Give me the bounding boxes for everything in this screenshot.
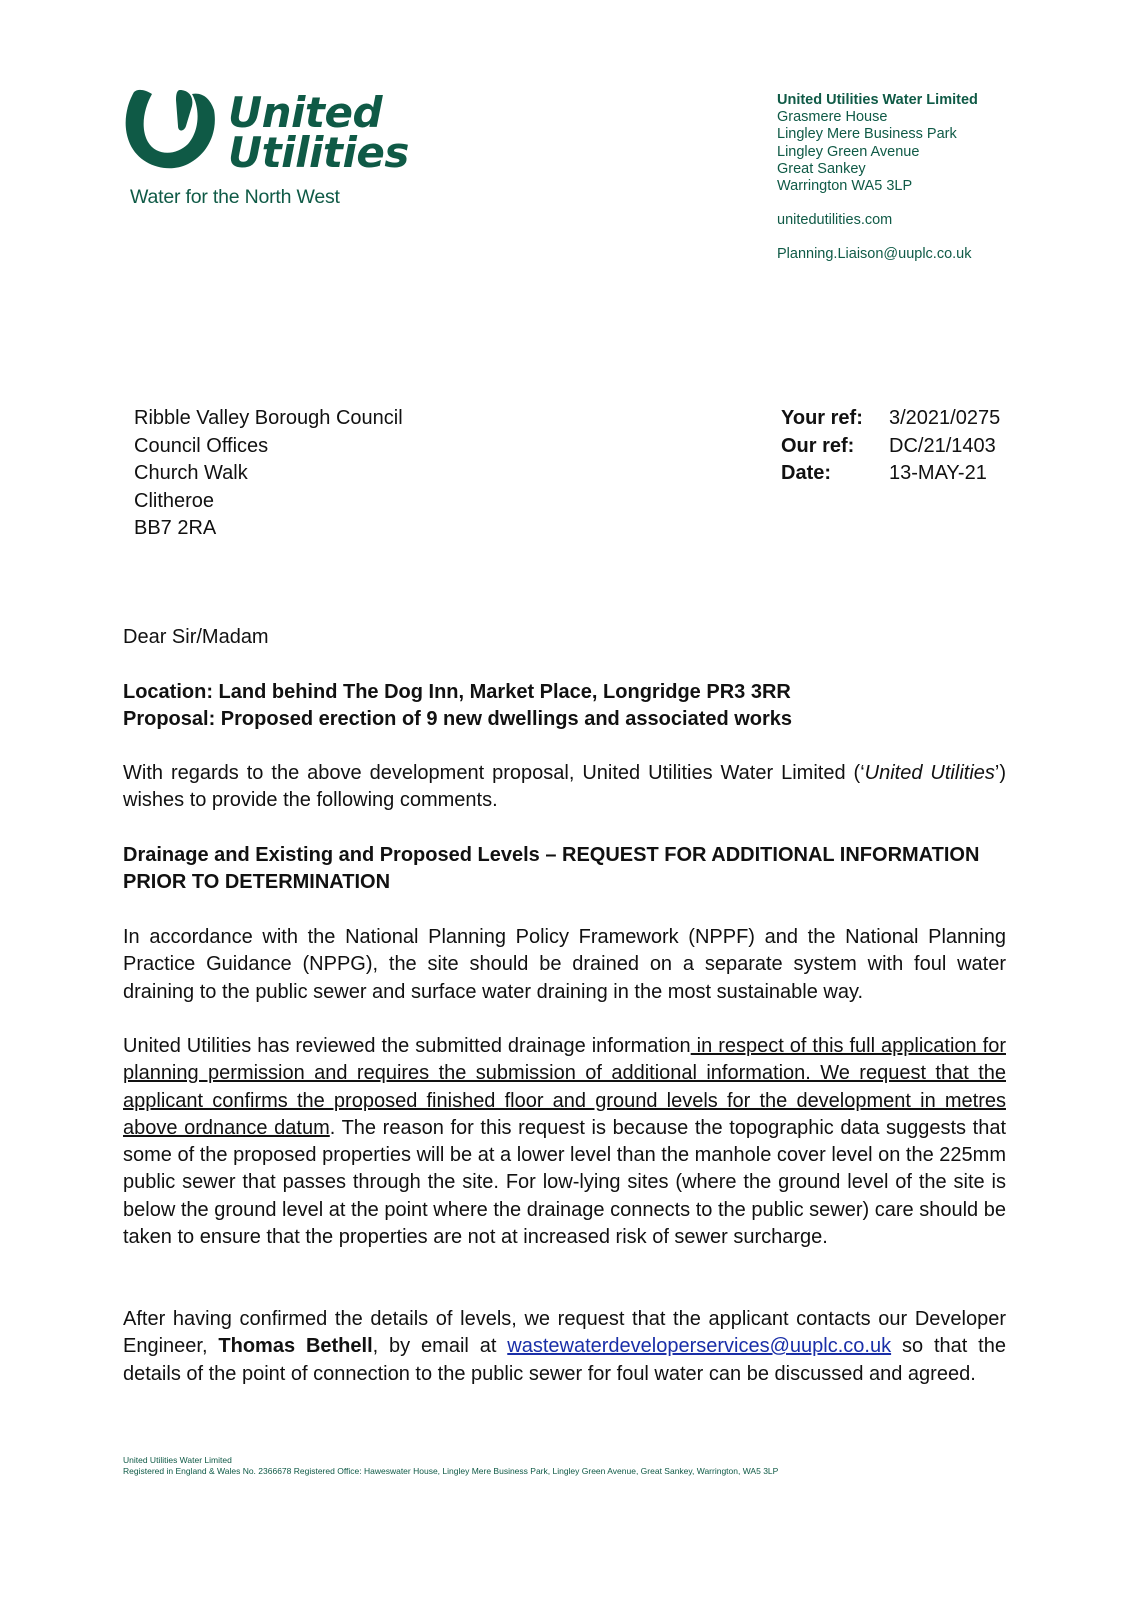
paragraph-2-text: United Utilities has reviewed the submitted drainage information bbox=[123, 1035, 691, 1057]
recipient-address bbox=[134, 405, 403, 543]
intro-paragraph bbox=[123, 760, 1006, 815]
sender-address-line: Warrington WA5 3LP bbox=[777, 178, 913, 195]
paragraph-3-text-end: so that the details of the point of connection to the public sewer for foul water can be discussed and agreed. bbox=[123, 1335, 1006, 1385]
our-ref-row bbox=[781, 433, 1000, 461]
developer-services-email-link[interactable]: wastewaterdeveloperservices@uuplc.co.uk bbox=[507, 1335, 892, 1358]
intro-text: With regards to the above development proposal, United Utilities Water Limited (‘ bbox=[123, 762, 865, 784]
ref-value: 13-MAY-21 bbox=[889, 462, 987, 485]
paragraph-2-underlined: in respect of this full application for planning permission and requires the submission of additional information. We request that the applicant confirms the proposed finished floor and ground levels for the development in metres above ordnance datum bbox=[123, 1035, 1006, 1139]
sender-website[interactable]: unitedutilities.com bbox=[777, 212, 893, 229]
water-drop-logo-icon bbox=[122, 86, 222, 176]
drainage-heading: Drainage and Existing and Proposed Levels – REQUEST FOR ADDITIONAL INFORMATION PRIOR TO DETERMINATION bbox=[123, 844, 980, 894]
ref-label: Our ref: bbox=[781, 434, 855, 457]
paragraph-2 bbox=[123, 1033, 1006, 1251]
sender-address-line: Great Sankey bbox=[777, 160, 866, 177]
sender-address-line: Lingley Green Avenue bbox=[777, 143, 920, 160]
sender-address-line: Lingley Mere Business Park bbox=[777, 126, 957, 143]
paragraph-2-text-end: . The reason for this request is because the topographic data suggests that some of the proposed properties will be at a lower level than the manhole cover level on the 225mm public sewer that passes through the site. For low-lying sites (where the ground level of the site is below the ground level at the point where the drainage connects to the public sewer) care should be taken to ensure that the properties are not at increased risk of sewer surcharge. bbox=[123, 1116, 1006, 1249]
sender-company: United Utilities Water Limited bbox=[777, 92, 978, 108]
intro-italic-text: United Utilities bbox=[864, 762, 995, 784]
engineer-name: Thomas Bethell bbox=[218, 1335, 373, 1358]
footer-registration: Registered in England & Wales No. 2366678 Registered Office: Haweswater House, Lingley Mere Business Park, Lingley Green Avenue, Great Sankey, Warrington, WA5 3LP bbox=[123, 1466, 779, 1476]
subject-block bbox=[123, 679, 1006, 734]
logo-word-utilities: Utilities bbox=[228, 128, 409, 177]
sender-email[interactable]: Planning.Liaison@uuplc.co.uk bbox=[777, 246, 972, 263]
sender-address-line: Grasmere House bbox=[777, 109, 888, 126]
salutation: Dear Sir/Madam bbox=[123, 626, 269, 648]
ref-value: 3/2021/0275 bbox=[889, 407, 1001, 429]
paragraph-3-text-mid: , by email at bbox=[372, 1335, 508, 1358]
paragraph-1-text: In accordance with the National Planning Policy Framework (NPPF) and the National Planning Practice Guidance (NPPG), the site should be drained on a separate system with foul water draining to the public sewer and surface water draining in the most sustainable way. bbox=[123, 926, 1006, 1003]
paragraph-1 bbox=[123, 924, 1006, 1006]
recipient-line: Council Offices bbox=[134, 434, 269, 457]
date-row bbox=[781, 460, 1000, 488]
logo-tagline: Water for the North West bbox=[130, 186, 340, 208]
intro-text-end: ’) wishes to provide the following comments. bbox=[123, 762, 1006, 812]
recipient-line: BB7 2RA bbox=[134, 517, 217, 540]
ref-label: Your ref: bbox=[781, 407, 863, 429]
proposal-line: Proposal: Proposed erection of 9 new dwellings and associated works bbox=[123, 708, 793, 731]
recipient-line: Clitheroe bbox=[134, 489, 215, 512]
page-footer bbox=[123, 1455, 778, 1477]
ref-value: DC/21/1403 bbox=[889, 434, 996, 457]
paragraph-3-text: After having confirmed the details of levels, we request that the applicant contacts our Developer Engineer, bbox=[123, 1308, 1006, 1358]
paragraph-3 bbox=[123, 1306, 1006, 1388]
section-heading bbox=[123, 842, 1006, 897]
logo-word-united: United bbox=[228, 88, 383, 137]
reference-block bbox=[781, 405, 1000, 488]
recipient-line: Church Walk bbox=[134, 462, 248, 485]
footer-company: United Utilities Water Limited bbox=[123, 1455, 232, 1465]
sender-address bbox=[777, 92, 978, 264]
recipient-line: Ribble Valley Borough Council bbox=[134, 407, 403, 429]
company-logo bbox=[122, 86, 409, 216]
your-ref-row bbox=[781, 405, 1000, 433]
location-line: Location: Land behind The Dog Inn, Market Place, Longridge PR3 3RR bbox=[123, 681, 791, 703]
ref-label: Date: bbox=[781, 462, 832, 485]
